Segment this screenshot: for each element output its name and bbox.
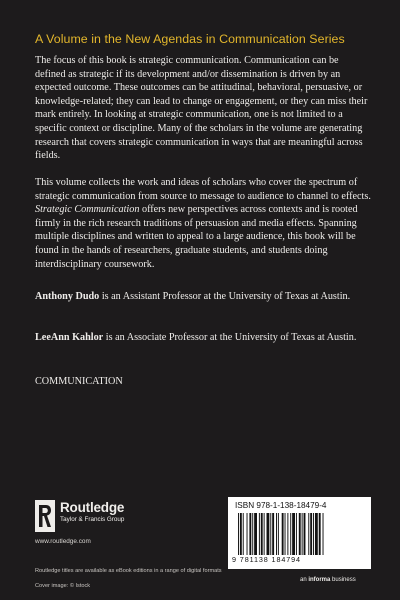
barcode-bar xyxy=(296,513,297,555)
ebook-note: Routledge titles are available as eBook editions in a range of digital formats xyxy=(35,568,222,574)
author-bio-2-text xyxy=(35,331,371,345)
barcode-bar xyxy=(252,513,253,555)
barcode-bar xyxy=(270,513,271,555)
paragraph-2-text xyxy=(35,176,371,271)
barcode-bar xyxy=(276,513,277,555)
tagline-suffix: business xyxy=(330,577,356,583)
description-paragraph-2 xyxy=(35,176,371,271)
publisher-website: www.routledge.com xyxy=(35,538,91,545)
barcode-bar xyxy=(323,513,324,555)
barcode-bar xyxy=(278,513,279,555)
informa-business-tagline xyxy=(300,577,356,583)
paragraph-1-text: The focus of this book is strategic communication. Communication can be defined as strategic if its development and/or dissemination is driven by an expected outcome. These outcomes can be attitudinal, behavioral, persuasive, or knowledge-related; they can lead to change or engagement, or they can miss their mark entirely. In looking at strategic communication, one is not limited to a specific context or discipline. Many of the scholars in the volume are generating research that covers strategic communication in ways that are meaningful across fields. xyxy=(35,55,368,162)
barcode-bar xyxy=(243,513,244,555)
barcode-bar xyxy=(264,513,265,555)
barcode-bar xyxy=(310,513,312,555)
routledge-logo-icon xyxy=(35,500,55,532)
author-bio-1-text xyxy=(35,290,371,304)
publisher-subtitle: Taylor & Francis Group xyxy=(60,516,125,523)
barcode-bars xyxy=(238,513,364,555)
isbn-barcode xyxy=(228,497,371,569)
barcode-bar xyxy=(287,513,288,555)
book-title-italic: Strategic Communication xyxy=(35,204,140,216)
subject-category: COMMUNICATION xyxy=(35,376,123,387)
author-name: LeeAnn Kahlor xyxy=(35,332,104,343)
barcode-bar xyxy=(272,513,274,555)
barcode-bar xyxy=(261,513,263,555)
series-title: A Volume in the New Agendas in Communication Series xyxy=(35,32,345,46)
barcode-bar xyxy=(315,513,318,555)
author-bio-1 xyxy=(35,290,371,304)
cover-credit: Cover image: © Istock xyxy=(35,583,91,589)
barcode-bar xyxy=(259,513,260,555)
barcode-bar xyxy=(290,513,291,555)
publisher-name: Routledge xyxy=(60,500,125,515)
barcode-bar xyxy=(240,513,242,555)
author-bio-text: is an Assistant Professor at the University of Texas at Austin. xyxy=(99,291,351,302)
barcode-bar xyxy=(319,513,321,555)
author-bio-text: is an Associate Professor at the University of Texas at Austin. xyxy=(103,332,357,343)
publisher-brand xyxy=(60,500,124,524)
paragraph-2-end: offers new perspectives across contexts and is rooted firmly in the rich research traditions of persuasion and media effects. Spanning multiple disciplines and written to appeal to a large audience, this book will be found in the hands of researchers, graduate students, and students doing interdisciplinary coursework. xyxy=(35,204,358,270)
description-paragraph-1 xyxy=(35,54,371,163)
isbn-label: ISBN 978-1-138-18479-4 xyxy=(235,501,327,510)
barcode-bar xyxy=(238,513,239,555)
barcode-bar xyxy=(292,513,295,555)
tagline-prefix: an xyxy=(300,577,309,583)
barcode-bar xyxy=(299,513,301,555)
barcode-bar xyxy=(308,513,309,555)
barcode-digits: 9 781138 184794 xyxy=(232,555,301,564)
barcode-bar xyxy=(247,513,248,555)
barcode-bar xyxy=(304,513,306,555)
barcode-bar xyxy=(302,513,303,555)
author-name: Anthony Dudo xyxy=(35,291,100,302)
informa-brand: informa xyxy=(308,577,331,583)
barcode-bar xyxy=(282,513,284,555)
barcode-bar xyxy=(267,513,270,555)
barcode-bar xyxy=(254,513,257,555)
barcode-bar xyxy=(285,513,286,555)
author-bio-2 xyxy=(35,331,371,345)
paragraph-2-start: This volume collects the work and ideas of scholars who cover the spectrum of strategic communication from source to message to audience to channel to effects. xyxy=(35,177,371,202)
barcode-bar xyxy=(249,513,251,555)
barcode-bar xyxy=(313,513,314,555)
